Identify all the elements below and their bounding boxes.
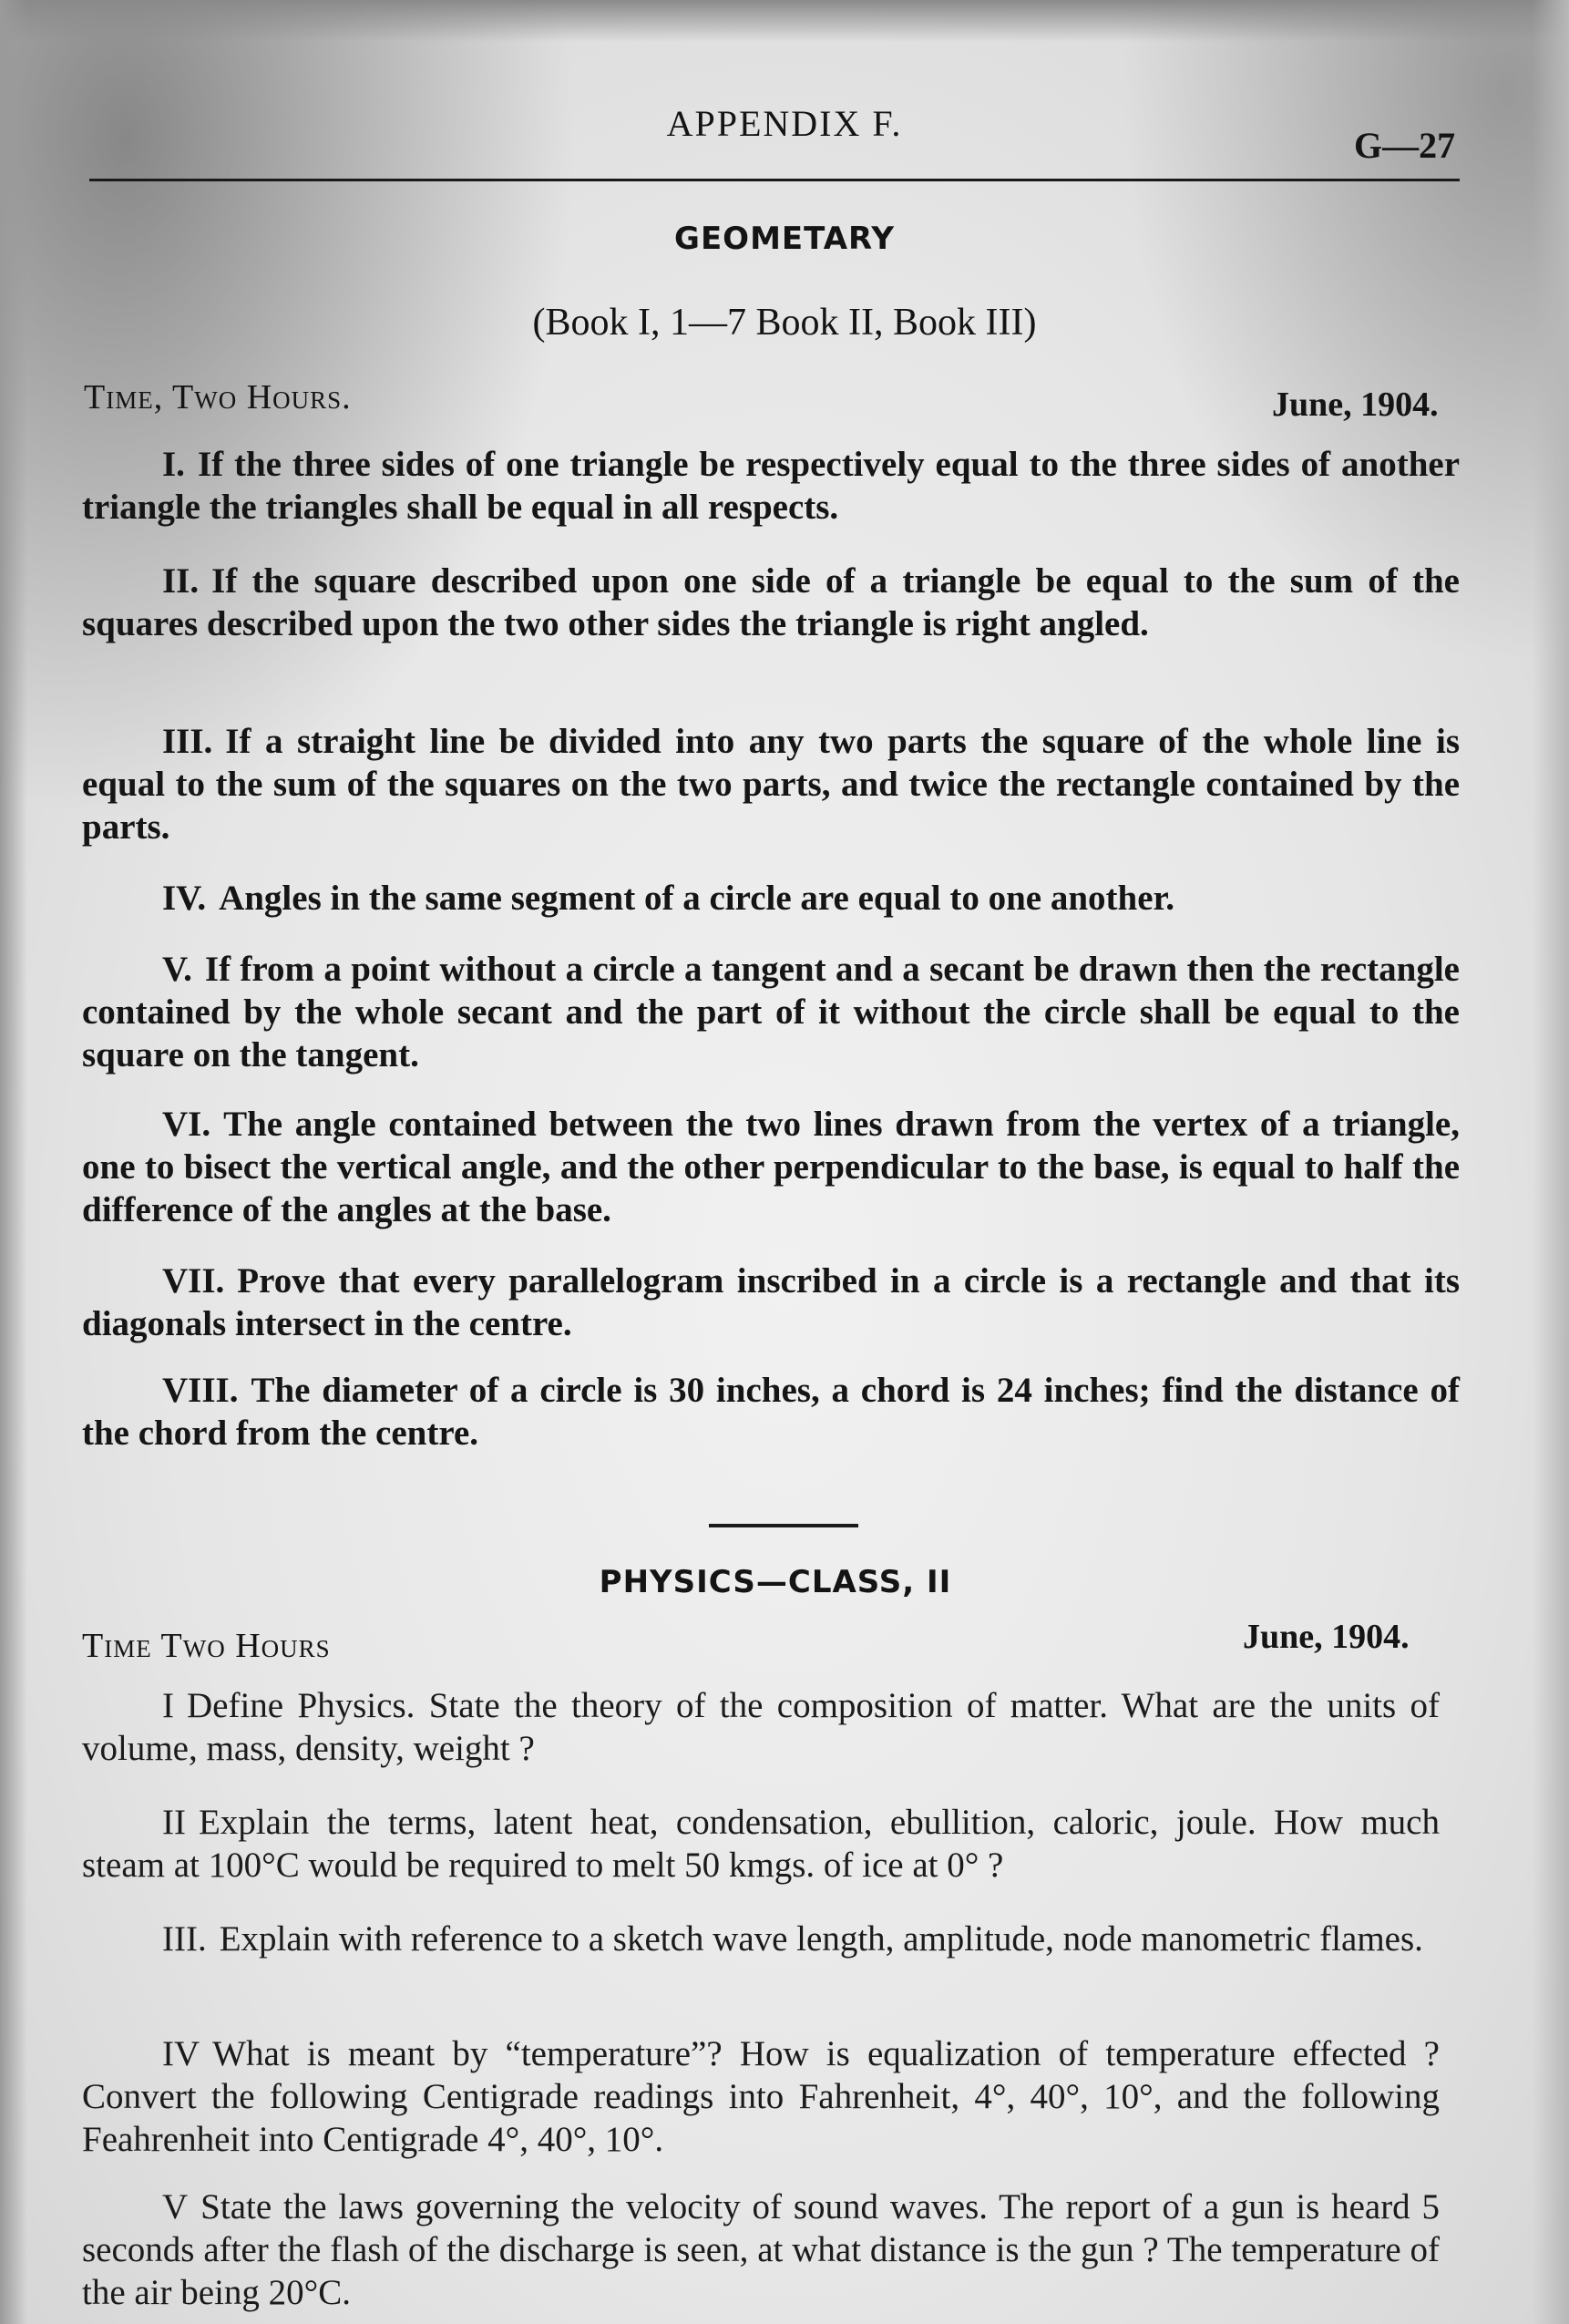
header-rule	[89, 179, 1460, 181]
geometry-time-allowed: Time, Two Hours.	[84, 378, 352, 416]
question-number: VIII.	[162, 1371, 239, 1410]
question-number: I.	[162, 445, 185, 484]
geometry-question	[82, 443, 1460, 529]
question-number: III.	[162, 1919, 207, 1959]
geometry-question	[82, 1369, 1460, 1455]
question-number: IV	[162, 2034, 200, 2073]
question-text: Explain the terms, latent heat, condensation, ebullition, caloric, joule. How much steam at 100°C would be required to melt 50 kmgs. of ice at 0° ?	[82, 1803, 1440, 1885]
geometry-question	[82, 948, 1460, 1076]
question-text: If a straight line be divided into any two parts the square of the whole line is equal to the sum of the squares on the two parts, and twice the rectangle contained by the parts.	[82, 722, 1460, 847]
question-number: VI.	[162, 1105, 211, 1144]
physics-exam-date: June, 1904.	[1243, 1618, 1410, 1656]
question-number: IV.	[162, 879, 207, 918]
physics-section-title: PHYSICS—CLASS, II	[599, 1564, 952, 1600]
physics-question	[82, 1801, 1440, 1887]
question-text: If the three sides of one triangle be respectively equal to the three sides of another triangle the triangles shall be equal in all respects.	[82, 445, 1460, 527]
page-number: G—27	[1354, 125, 1456, 166]
question-number: II	[162, 1803, 186, 1842]
scan-shadow-right	[1533, 0, 1569, 2324]
question-text: Prove that every parallelogram inscribed in a circle is a rectangle and that its diagonals intersect in the centre.	[82, 1261, 1460, 1343]
question-number: V.	[162, 950, 192, 989]
question-text: Angles in the same segment of a circle are equal to one another.	[219, 879, 1174, 918]
physics-question	[82, 1684, 1440, 1770]
physics-question	[82, 2185, 1440, 2314]
question-text: If from a point without a circle a tangent and a secant be drawn then the rectangle contained by the whole secant and the part of it without the circle shall be equal to the square on the tangent.	[82, 950, 1460, 1075]
question-text: The diameter of a circle is 30 inches, a chord is 24 inches; find the distance of the chord from the centre.	[82, 1371, 1460, 1453]
question-number: III.	[162, 722, 213, 761]
geometry-section-title: GEOMETARY	[674, 221, 895, 257]
geometry-exam-date: June, 1904.	[1272, 386, 1439, 424]
geometry-question	[82, 560, 1460, 645]
question-number: V	[162, 2187, 189, 2226]
question-text: If the square described upon one side of a triangle be equal to the sum of the squares described upon the two other sides the triangle is right angled.	[82, 561, 1460, 643]
question-text: The angle contained between the two lines drawn from the vertex of a triangle, one to bisect the vertical angle, and the other perpendicular to the base, is equal to half the difference of the angles at the base.	[82, 1105, 1460, 1229]
geometry-question	[82, 877, 1460, 920]
physics-question	[82, 2032, 1440, 2161]
question-number: I	[162, 1686, 174, 1725]
question-text: Explain with reference to a sketch wave length, amplitude, node manometric flames.	[219, 1919, 1423, 1959]
question-text: What is meant by “temperature”? How is equalization of temperature effected ? Convert the following Centigrade readings into Fahrenheit, 4°, 40°, 10°, and the following Feahrenheit into Centigrade 4°, 40°, 10°.	[82, 2034, 1440, 2159]
question-number: VII.	[162, 1261, 225, 1301]
physics-time-allowed: Time Two Hours	[82, 1627, 331, 1665]
geometry-syllabus: (Book I, 1—7 Book II, Book III)	[532, 302, 1037, 344]
question-text: State the laws governing the velocity of sound waves. The report of a gun is heard 5 seconds after the flash of the discharge is seen, at what distance is the gun ? The temperature of the air being 20°C.	[82, 2187, 1440, 2312]
scan-shadow-top	[0, 0, 1569, 42]
geometry-question	[82, 1103, 1460, 1231]
question-text: Define Physics. State the theory of the composition of matter. What are the units of volume, mass, density, weight ?	[82, 1686, 1440, 1768]
geometry-question	[82, 1260, 1460, 1345]
scan-shadow-left	[0, 0, 27, 2324]
running-head: APPENDIX F.	[666, 103, 903, 144]
section-divider	[709, 1524, 858, 1527]
question-number: II.	[162, 561, 200, 601]
physics-question	[82, 1918, 1440, 1960]
geometry-question	[82, 720, 1460, 848]
